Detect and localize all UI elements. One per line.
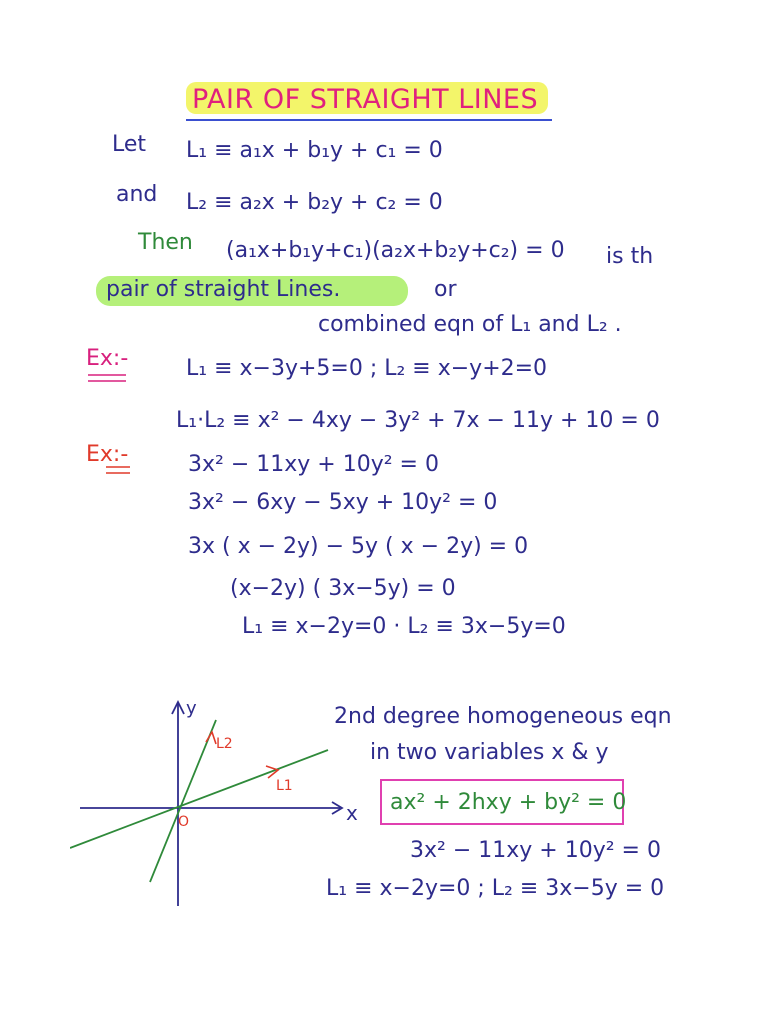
- example2-step3: 3x ( x − 2y) − 5y ( x − 2y) = 0: [188, 534, 529, 559]
- let-word: Let: [112, 132, 147, 157]
- line-l1: [70, 750, 328, 848]
- l1-label: L1: [276, 778, 293, 794]
- homogeneous-result: L₁ ≡ x−2y=0 ; L₂ ≡ 3x−5y = 0: [326, 876, 665, 901]
- example2-underline: [104, 464, 134, 476]
- homogeneous-example: 3x² − 11xy + 10y² = 0: [410, 838, 661, 863]
- l1-definition: L₁ ≡ a₁x + b₁y + c₁ = 0: [186, 138, 443, 163]
- page-title: PAIR OF STRAIGHT LINES: [192, 84, 539, 115]
- homogeneous-line1: 2nd degree homogeneous eqn: [334, 704, 672, 729]
- example2-label: Ex:-: [86, 442, 129, 467]
- origin-label: O: [178, 814, 190, 830]
- is-the-text: is th: [606, 244, 654, 269]
- coordinate-graph: [70, 690, 370, 920]
- then-word: Then: [138, 230, 193, 255]
- line-l2: [150, 720, 216, 882]
- or-word: or: [434, 277, 457, 302]
- example2-result: L₁ ≡ x−2y=0 · L₂ ≡ 3x−5y=0: [242, 614, 566, 639]
- boxed-equation: ax² + 2hxy + by² = 0: [390, 790, 627, 815]
- y-axis-label: y: [186, 698, 197, 719]
- example2-step2: 3x² − 6xy − 5xy + 10y² = 0: [188, 490, 498, 515]
- example1-lines: L₁ ≡ x−3y+5=0 ; L₂ ≡ x−y+2=0: [186, 356, 548, 381]
- title-underline: [186, 119, 552, 121]
- pair-text: pair of straight Lines.: [106, 277, 341, 302]
- product-equation: (a₁x+b₁y+c₁)(a₂x+b₂y+c₂) = 0: [226, 238, 565, 263]
- example1-underline: [86, 372, 130, 384]
- example2-step1: 3x² − 11xy + 10y² = 0: [188, 452, 439, 477]
- example2-step4: (x−2y) ( 3x−5y) = 0: [230, 576, 456, 601]
- x-axis-label: x: [346, 801, 358, 825]
- combined-text: combined eqn of L₁ and L₂ .: [318, 312, 622, 337]
- example1-product: L₁·L₂ ≡ x² − 4xy − 3y² + 7x − 11y + 10 = 0: [176, 408, 660, 433]
- and-word: and: [116, 182, 158, 207]
- homogeneous-line2: in two variables x & y: [370, 740, 609, 765]
- l2-definition: L₂ ≡ a₂x + b₂y + c₂ = 0: [186, 190, 443, 215]
- example1-label: Ex:-: [86, 346, 129, 371]
- l2-label: L2: [216, 736, 233, 752]
- title-block: [186, 78, 552, 118]
